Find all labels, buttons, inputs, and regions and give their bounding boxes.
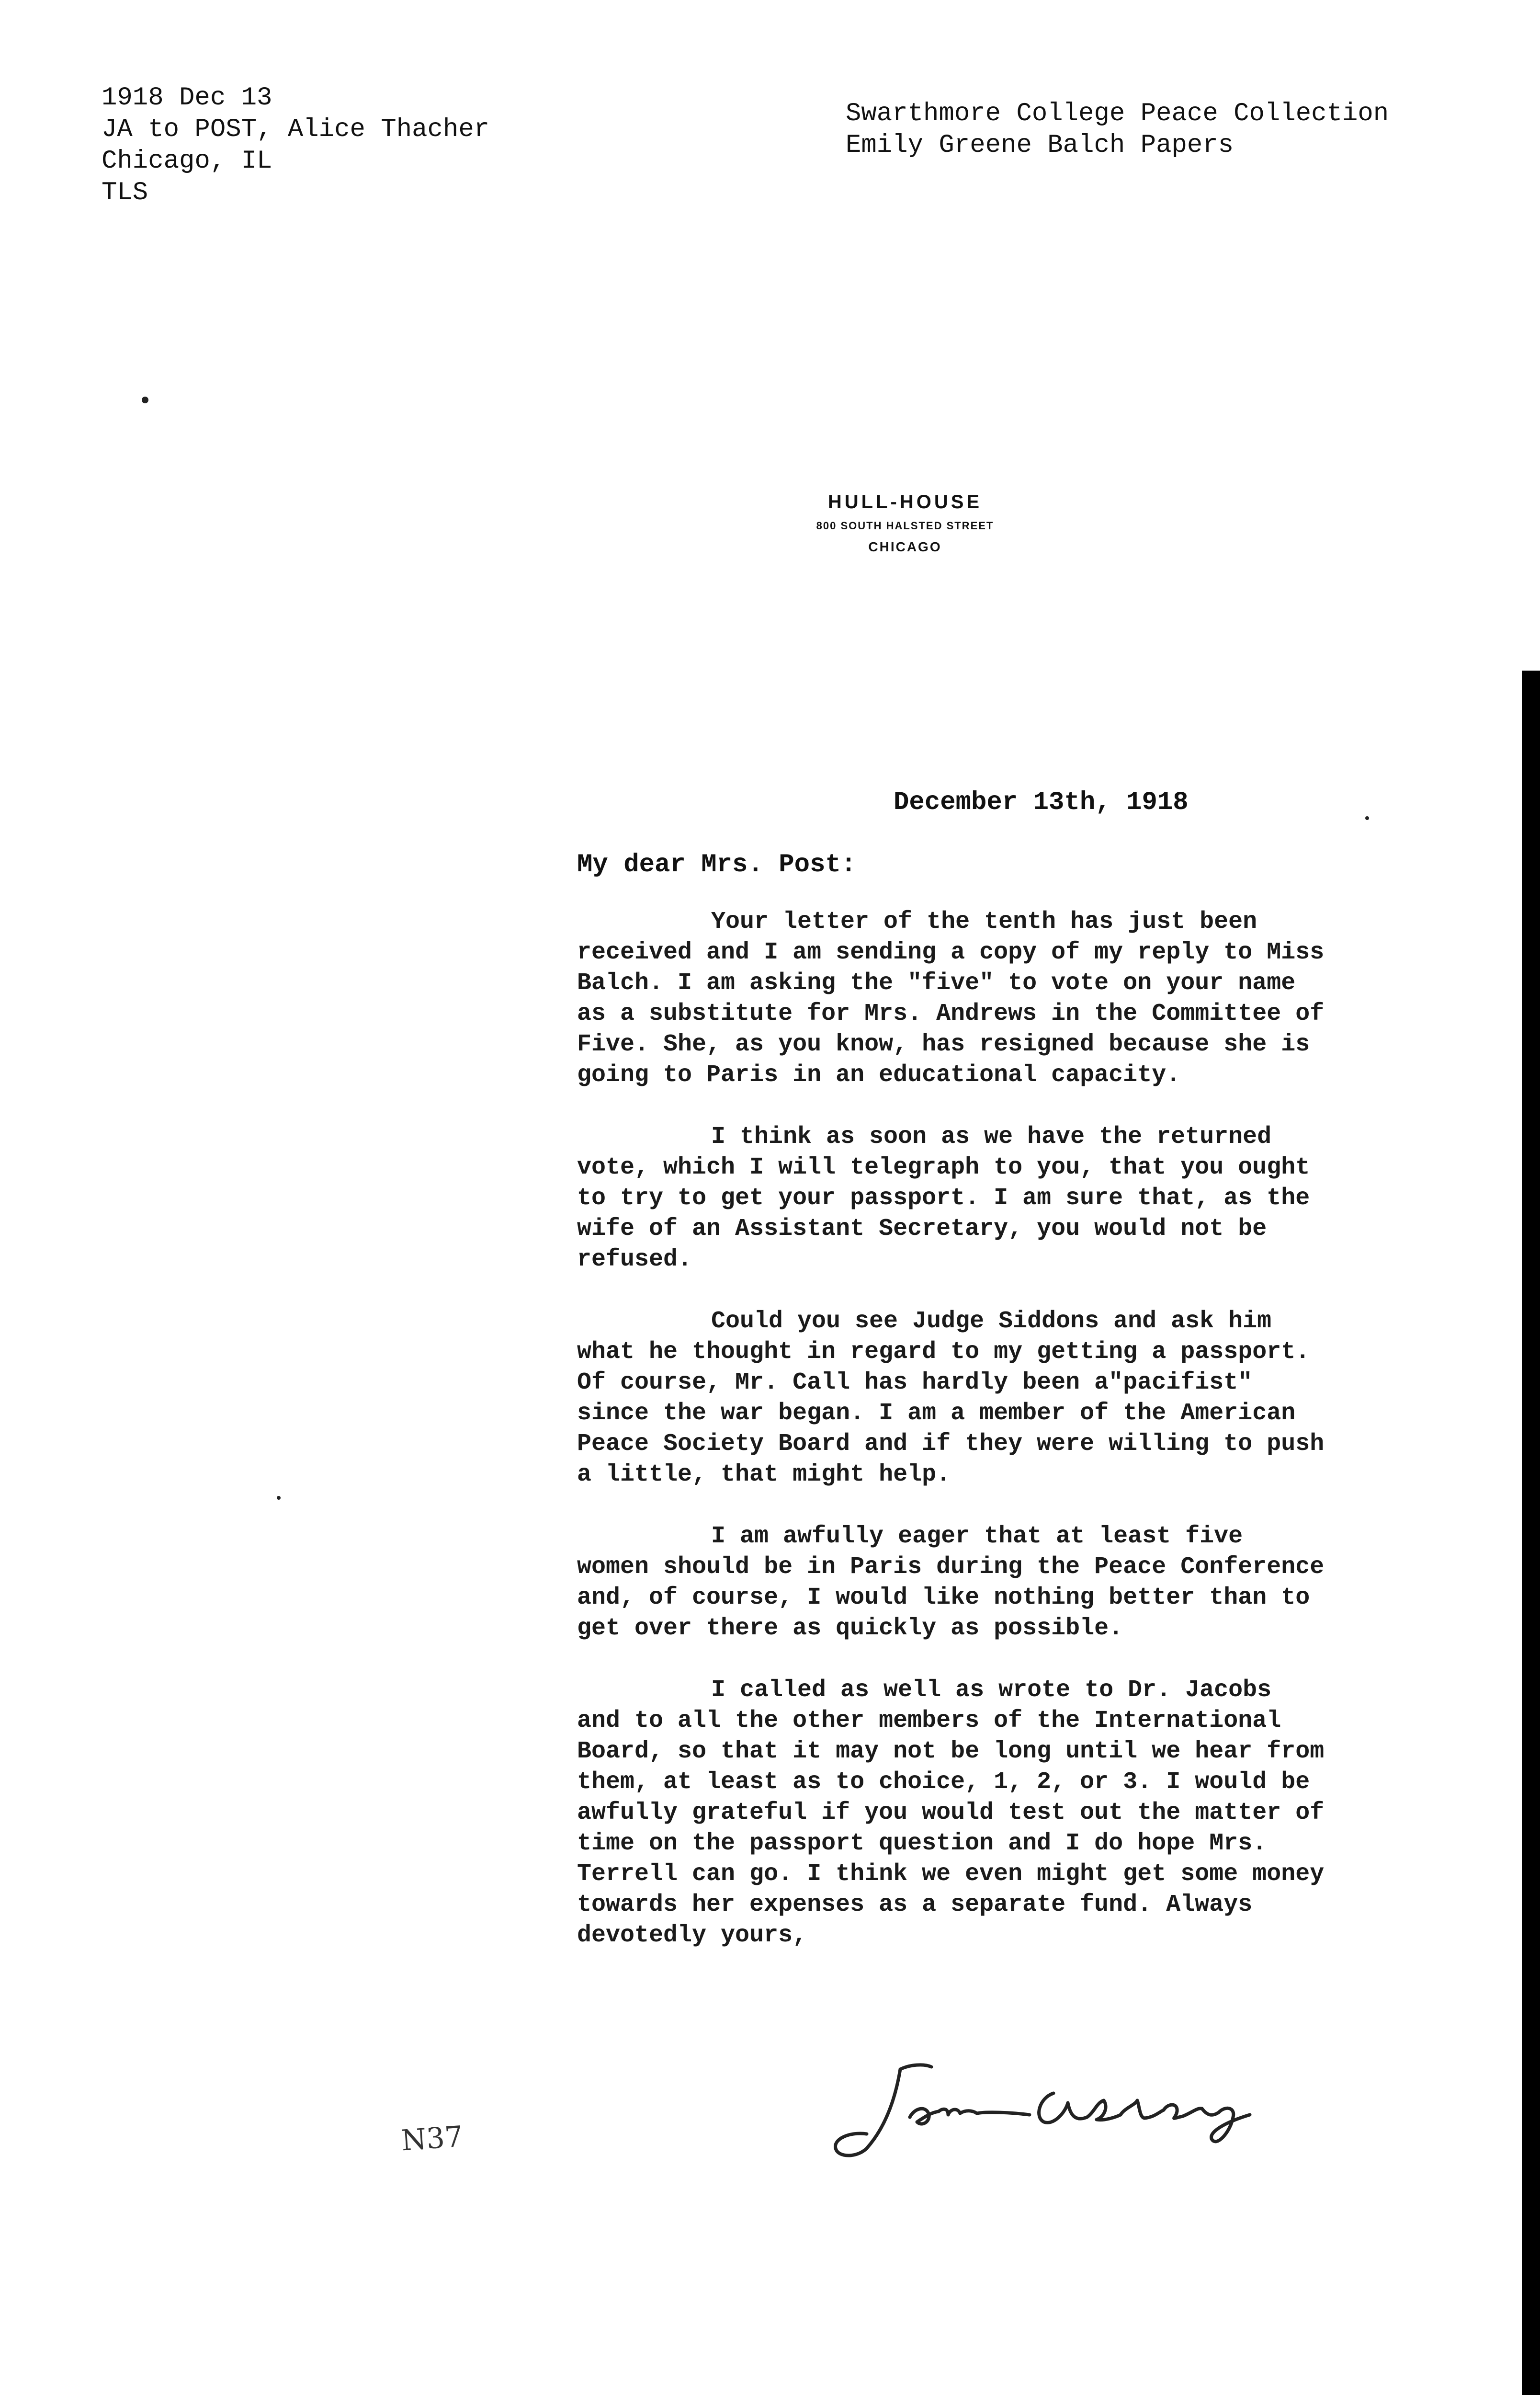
letterhead-city: CHICAGO	[868, 539, 942, 554]
letterhead-name: HULL-HOUSE	[827, 491, 983, 513]
body-paragraph: I called as well as wrote to Dr. Jacobs and to all the other members of the International Board, so that it may not be long until we hear from them, at least as to choice, 1, 2, or 3. I would be awfully grateful if you would test out the matter of time on the passport question and I do hope Mrs. Terrell can go. I think we even might get some money towards her expenses as a separate fund. Always devotedly yours,	[577, 1676, 1325, 1949]
collection-header	[846, 98, 1389, 161]
signature	[828, 2055, 1365, 2167]
speck-mark	[142, 397, 148, 403]
letter-date: December 13th, 1918	[894, 788, 1189, 817]
archive-place: Chicago, IL	[102, 147, 272, 176]
letterhead-address: 800 SOUTH HALSTED STREET	[816, 520, 994, 532]
archive-mark: N37	[400, 2120, 464, 2158]
archive-date: 1918 Dec 13	[102, 83, 272, 113]
speck-mark	[1365, 816, 1369, 820]
body-paragraph: Your letter of the tenth has just been received and I am sending a copy of my reply to Miss Balch. I am asking the "five" to vote on your name as a substitute for Mrs. Andrews in the Committee of Five. She, as you know, has resigned because she is going to Paris in an educational capacity.	[577, 908, 1325, 1089]
body-paragraph: I think as soon as we have the returned vote, which I will telegraph to you, that you ought to try to get your passport. I am sure that, as the wife of an Assistant Secretary, you would not be refused.	[577, 1123, 1310, 1273]
speck-mark	[277, 1496, 281, 1500]
collection-papers: Emily Greene Balch Papers	[846, 131, 1234, 160]
collection-name: Swarthmore College Peace Collection	[846, 99, 1389, 128]
letterhead	[766, 489, 1044, 558]
body-paragraph: I am awfully eager that at least five women should be in Paris during the Peace Conference and, of course, I would like nothing better than to get over there as quickly as possible.	[577, 1523, 1325, 1642]
archive-header	[102, 82, 489, 209]
salutation: My dear Mrs. Post:	[577, 850, 857, 879]
archive-correspondents: JA to POST, Alice Thacher	[102, 115, 490, 144]
archive-type: TLS	[102, 178, 148, 207]
body-paragraph: Could you see Judge Siddons and ask him what he thought in regard to my getting a passport. Of course, Mr. Call has hardly been a"pacifist" since the war began. I am a member of the American Peace Society Board and if they were willing to push a little, that might help.	[577, 1308, 1325, 1488]
signature-image	[828, 2055, 1365, 2165]
letter-body	[577, 907, 1329, 1982]
